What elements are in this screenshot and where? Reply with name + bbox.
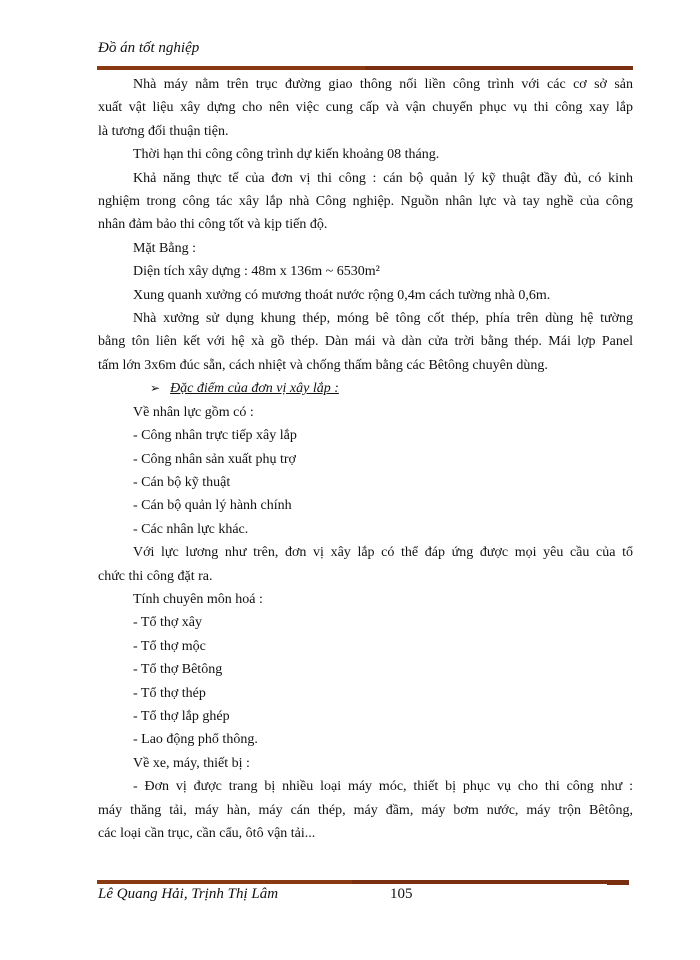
paragraph-line: nhân đảm bảo thi công tốt và kịp tiến độ. xyxy=(98,217,328,233)
list-item: - Lao động phổ thông. xyxy=(133,732,258,748)
paragraph-line: Diện tích xây dựng : 48m x 136m ~ 6530m² xyxy=(133,264,380,280)
paragraph-line: - Đơn vị được trang bị nhiều loại máy móc, thiết bị phục vụ cho thi công như : xyxy=(133,779,633,795)
list-item: - Công nhân sản xuất phụ trợ xyxy=(133,451,296,467)
paragraph-line: Nhà xưởng sử dụng khung thép, móng bê tông cốt thép, phía trên dùng hệ tường xyxy=(133,311,633,327)
paragraph-line: Với lực lương như trên, đơn vị xây lắp có thể đáp ứng được mọi yêu cầu của tổ xyxy=(133,545,633,561)
paragraph-line: Thời hạn thi công công trình dự kiến khoảng 08 tháng. xyxy=(133,147,440,163)
arrow-bullet-icon: ➢ xyxy=(150,381,161,396)
paragraph-line: Xung quanh xưởng có mương thoát nước rộng 0,4m cách tường nhà 0,6m. xyxy=(133,287,551,303)
equip-intro: Về xe, máy, thiết bị : xyxy=(133,755,250,771)
spec-intro: Tính chuyên môn hoá : xyxy=(133,591,263,607)
paragraph-line: nghiệm trong công tác xây lắp nhà Công nghiệp. Nguồn nhân lực và tay nghề của công xyxy=(98,194,633,210)
paragraph-line: máy thăng tải, máy hàn, máy cán thép, máy đầm, máy bơm nước, máy trộn Bêtông, xyxy=(98,802,633,818)
subheading xyxy=(98,377,633,400)
paragraph-line: Nhà máy nằm trên trục đường giao thông nối liền công trình với các cơ sở sản xyxy=(133,77,633,92)
staff-intro: Về nhân lực gồm có : xyxy=(133,404,254,420)
paragraph-line: bằng tôn liên kết với hệ xà gồ thép. Dàn mái và dàn cửa trời bằng thép. Mái lợp Panel xyxy=(98,334,633,350)
list-item: - Cán bộ kỹ thuật xyxy=(133,474,231,490)
paragraph-line: chức thi công đặt ra. xyxy=(98,568,213,584)
footer-authors: Lê Quang Hải, Trịnh Thị Lâm xyxy=(98,886,279,902)
header-rule xyxy=(97,66,633,70)
paragraph-line: Mặt Bằng : xyxy=(133,240,196,256)
list-item: - Tổ thợ thép xyxy=(133,685,206,701)
document-body xyxy=(98,73,633,845)
subheading-text: Đặc điểm của đơn vị xây lắp : xyxy=(170,381,339,397)
paragraph-line: xuất vật liệu xây dựng cho nên việc cung cấp và vận chuyển phục vụ thi công xay lắp xyxy=(98,100,633,116)
paragraph-line: Khả năng thực tế của đơn vị thi công : cán bộ quản lý kỹ thuật đầy đủ, có kinh xyxy=(133,170,633,186)
document-header: Đồ án tốt nghiệp xyxy=(98,40,200,56)
footer-rule xyxy=(97,880,607,884)
list-item: - Tổ thợ lắp ghép xyxy=(133,708,230,724)
paragraph-line: là tương đối thuận tiện. xyxy=(98,123,229,139)
paragraph-line: tấm lớn 3x6m đúc sẵn, cách nhiệt và chống thấm bằng các Bêtông chuyên dùng. xyxy=(98,357,548,373)
list-item: - Các nhân lực khác. xyxy=(133,521,249,537)
list-item: - Tổ thợ Bêtông xyxy=(133,662,223,678)
list-item: - Cán bộ quản lý hành chính xyxy=(133,498,292,514)
paragraph-line: các loại cần trục, cần cẩu, ôtô vận tải... xyxy=(98,826,316,841)
page-number: 105 xyxy=(390,886,413,902)
list-item: - Công nhân trực tiếp xây lắp xyxy=(133,428,297,444)
list-item: - Tổ thợ xây xyxy=(133,615,202,631)
list-item: - Tổ thợ mộc xyxy=(133,638,206,654)
